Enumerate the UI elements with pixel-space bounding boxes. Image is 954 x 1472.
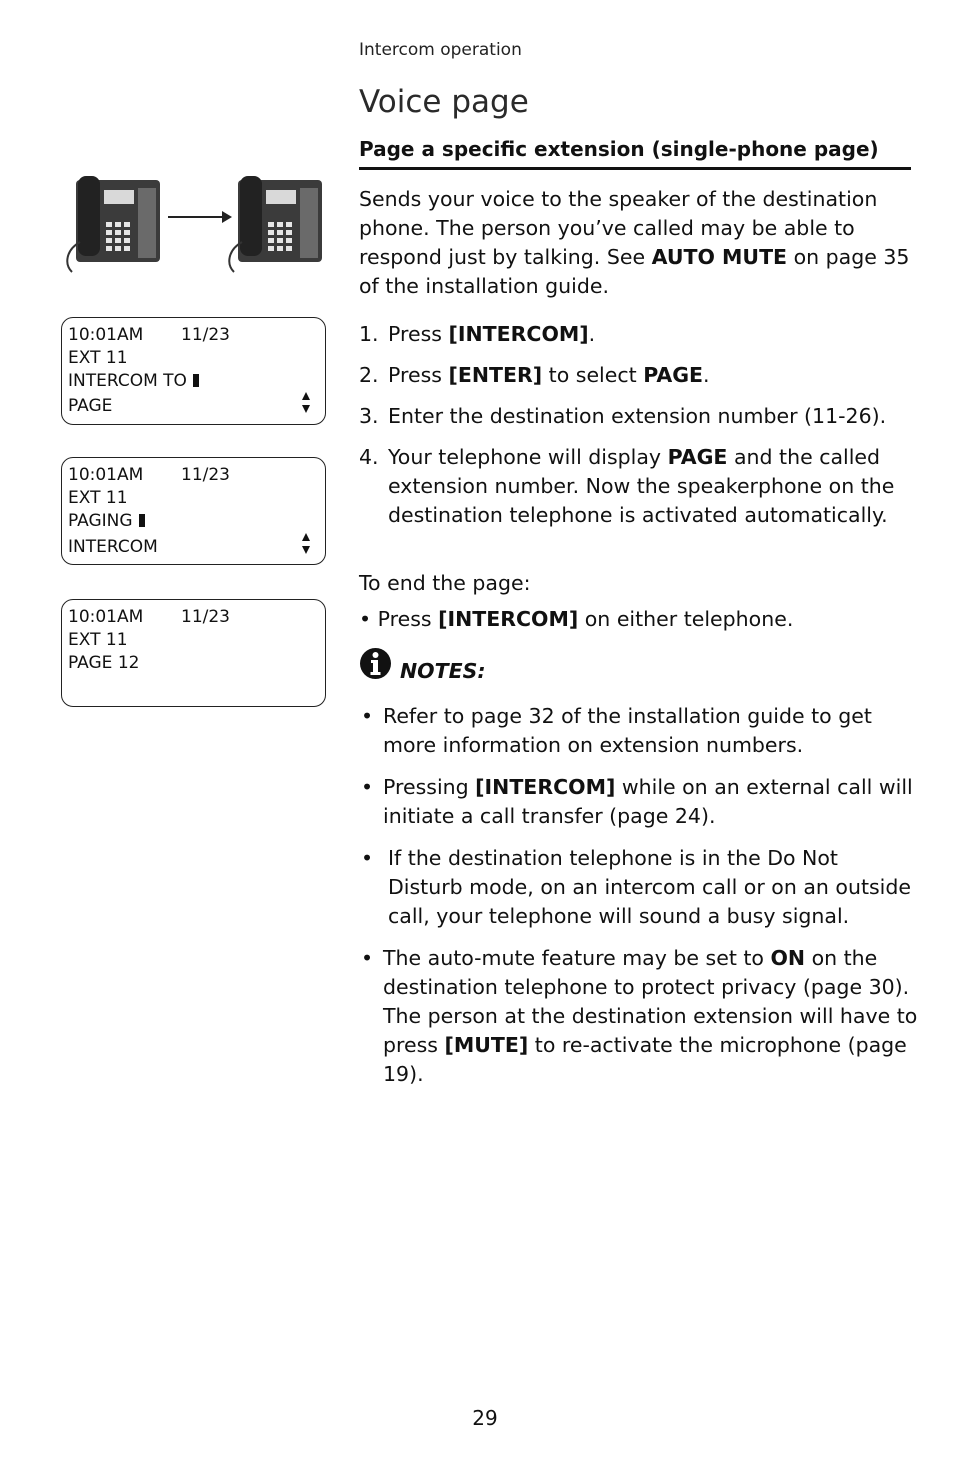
key-enter: [ENTER] [448, 363, 543, 387]
step-4 [359, 443, 919, 530]
step-text-end: and the called extension number. Now the speakerphone on the destination telephone is activated automatically. [388, 445, 895, 527]
info-icon [359, 647, 392, 680]
notes-heading [359, 647, 659, 683]
screen-extension: EXT 11 [68, 348, 128, 368]
screen-line [68, 511, 145, 531]
key-mute: [MUTE] [444, 1033, 529, 1057]
note-text: Refer to page 32 of the installation guide to get more information on extension numbers. [383, 704, 872, 757]
screen-date: 11/23 [181, 607, 230, 627]
cursor-block [193, 374, 199, 387]
bullet-dot: • [361, 946, 374, 970]
display-screen-page-12 [61, 599, 326, 707]
note-4 [359, 944, 919, 1089]
step-text-end: . [703, 363, 710, 387]
intro-text-end: on page 35 of the installation guide. [359, 245, 910, 298]
note-text: The auto-mute feature may be set to [383, 946, 771, 970]
notes-list [359, 702, 919, 1102]
end-page-lead: To end the page: [359, 571, 531, 595]
phones-illustration [62, 172, 327, 278]
step-text-end: . [588, 322, 596, 346]
screen-extension: EXT 11 [68, 488, 128, 508]
step-number: 2. [359, 363, 379, 387]
screen-extension: EXT 11 [68, 630, 128, 650]
step-text-mid: to select [542, 363, 644, 387]
note-text-end: while on an external call will initiate a call transfer (page 24). [383, 775, 913, 828]
screen-line-text: INTERCOM TO [68, 371, 187, 391]
steps-list [359, 320, 919, 542]
section-label: Intercom operation [359, 40, 522, 60]
note-text-mid: on the destination telephone to protect privacy (page 30). The person at the destination extension will have to press [383, 946, 918, 1057]
step-number: 4. [359, 445, 379, 469]
step-1 [359, 320, 919, 349]
bullet-text-end: on either telephone. [578, 607, 794, 631]
cursor-block [139, 514, 145, 527]
scroll-arrows-icon [301, 532, 311, 556]
intro-paragraph [359, 185, 914, 301]
destination-phone-icon [229, 176, 322, 272]
screen-menu: INTERCOM [68, 537, 158, 557]
scroll-arrows-icon [301, 391, 311, 415]
note-1 [359, 702, 919, 760]
source-phone-icon [67, 176, 160, 272]
key-intercom: [INTERCOM] [448, 322, 589, 346]
step-number: 3. [359, 404, 379, 428]
page-title: Voice page [359, 84, 529, 120]
step-number: 1. [359, 322, 379, 346]
setting-on: ON [770, 946, 806, 970]
end-page-bullet [359, 607, 793, 631]
bullet-dot: • [361, 704, 374, 728]
screen-date: 11/23 [181, 465, 230, 485]
note-2 [359, 773, 919, 831]
auto-mute-ref: AUTO MUTE [651, 245, 788, 269]
bullet-dot: • [361, 775, 374, 799]
note-3 [359, 844, 919, 931]
screen-line [68, 371, 199, 391]
screen-line-text: PAGING [68, 511, 133, 531]
step-2 [359, 361, 919, 390]
intro-text: Sends your voice to the speaker of the destination phone. The person you’ve called may be able to respond just by talking. See [359, 187, 878, 269]
display-screen-intercom-to [61, 317, 326, 425]
key-intercom: [INTERCOM] [438, 607, 579, 631]
bullet-text: • Press [359, 607, 439, 631]
bullet-dot: • [361, 846, 374, 870]
notes-label: NOTES: [400, 659, 486, 683]
step-3 [359, 402, 919, 431]
step-text: Press [388, 322, 449, 346]
step-text: Enter the destination extension number (11-26). [388, 404, 887, 428]
screen-time: 10:01AM [68, 325, 144, 345]
key-intercom: [INTERCOM] [475, 775, 616, 799]
display-screen-paging [61, 457, 326, 565]
arrow-icon [168, 211, 232, 223]
step-text: Your telephone will display [388, 445, 668, 469]
step-text: Press [388, 363, 449, 387]
note-text-end: to re-activate the microphone (page 19). [383, 1033, 907, 1086]
note-text: If the destination telephone is in the Do Not Disturb mode, on an intercom call or on an outside call, your telephone will sound a busy signal. [388, 846, 911, 928]
screen-date: 11/23 [181, 325, 230, 345]
screen-menu: PAGE [68, 396, 113, 416]
page-number: 29 [472, 1406, 498, 1430]
note-text: Pressing [383, 775, 476, 799]
menu-page: PAGE [643, 363, 704, 387]
screen-time: 10:01AM [68, 607, 144, 627]
screen-line: PAGE 12 [68, 653, 140, 673]
screen-time: 10:01AM [68, 465, 144, 485]
display-page: PAGE [667, 445, 728, 469]
subheading: Page a specific extension (single-phone page) [359, 137, 911, 170]
